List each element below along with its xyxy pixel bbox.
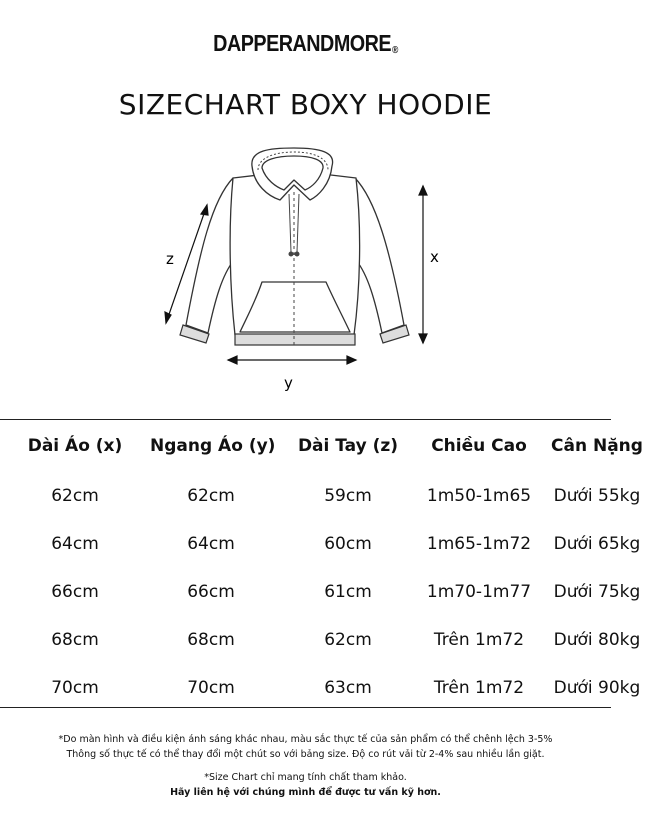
header-weight: Cân Nặng — [551, 436, 643, 456]
table-row — [0, 616, 660, 664]
table-bottom-rule — [0, 707, 611, 708]
table-cell: 68cm — [51, 630, 99, 650]
bottom-hem — [235, 334, 355, 345]
table-cell: Dưới 90kg — [553, 678, 641, 698]
table-cell: 61cm — [324, 582, 372, 602]
table-row — [0, 664, 660, 712]
table-cell: Trên 1m72 — [433, 678, 525, 698]
table-row — [0, 520, 660, 568]
note-shrink: Thông số thực tế có thể thay đổi một chút so với bảng size. Độ co rút vải từ 2-4% sau nhiều lần giặt. — [66, 749, 545, 760]
z-label: z — [166, 250, 174, 268]
table-cell: Trên 1m72 — [433, 630, 525, 650]
brand-name: DAPPERANDMORE — [213, 30, 392, 56]
brand-logo — [43, 30, 568, 57]
table-cell: Dưới 65kg — [553, 534, 641, 554]
note-contact-text: Hãy liên hệ với chúng mình để được tư vấn kỹ hơn. — [170, 787, 441, 798]
table-cell: 62cm — [51, 486, 99, 506]
table-cell: 70cm — [187, 678, 235, 698]
table-cell: 66cm — [187, 582, 235, 602]
table-cell: 1m50-1m65 — [426, 486, 532, 506]
table-row — [0, 472, 660, 520]
table-cell: 59cm — [324, 486, 372, 506]
table-cell: Dưới 80kg — [553, 630, 641, 650]
table-cell: Dưới 55kg — [553, 486, 641, 506]
right-sleeve — [355, 178, 404, 333]
header-width: Ngang Áo (y) — [150, 436, 276, 456]
y-label: y — [284, 374, 293, 392]
header-height: Chiều Cao — [431, 436, 527, 456]
size-table — [0, 420, 660, 712]
note-contact — [0, 785, 611, 800]
hoodie-illustration — [0, 135, 611, 405]
table-cell: 66cm — [51, 582, 99, 602]
left-sleeve — [186, 178, 234, 333]
page-title: SIZECHART BOXY HOODIE — [118, 88, 493, 121]
table-cell: 63cm — [324, 678, 372, 698]
table-cell: 70cm — [51, 678, 99, 698]
table-cell: 64cm — [187, 534, 235, 554]
table-cell: 62cm — [324, 630, 372, 650]
table-cell: Dưới 75kg — [553, 582, 641, 602]
table-cell: 1m65-1m72 — [426, 534, 532, 554]
note-color: *Do màn hình và điều kiện ánh sáng khác nhau, màu sắc thực tế của sản phẩm có thể chênh lệch 3-5% — [58, 734, 553, 745]
table-cell: 62cm — [187, 486, 235, 506]
table-cell: 60cm — [324, 534, 372, 554]
size-table-wrap — [0, 420, 643, 708]
note-reference: *Size Chart chỉ mang tính chất tham khảo. — [204, 772, 407, 783]
registered-mark: ® — [391, 45, 398, 56]
table-cell: 68cm — [187, 630, 235, 650]
x-label: x — [430, 248, 439, 266]
header-length: Dài Áo (x) — [27, 436, 123, 456]
table-row — [0, 568, 660, 616]
table-header-row — [0, 420, 660, 472]
footnotes — [0, 732, 611, 800]
table-cell: 1m70-1m77 — [426, 582, 532, 602]
table-cell: 64cm — [51, 534, 99, 554]
header-sleeve: Dài Tay (z) — [297, 436, 399, 456]
